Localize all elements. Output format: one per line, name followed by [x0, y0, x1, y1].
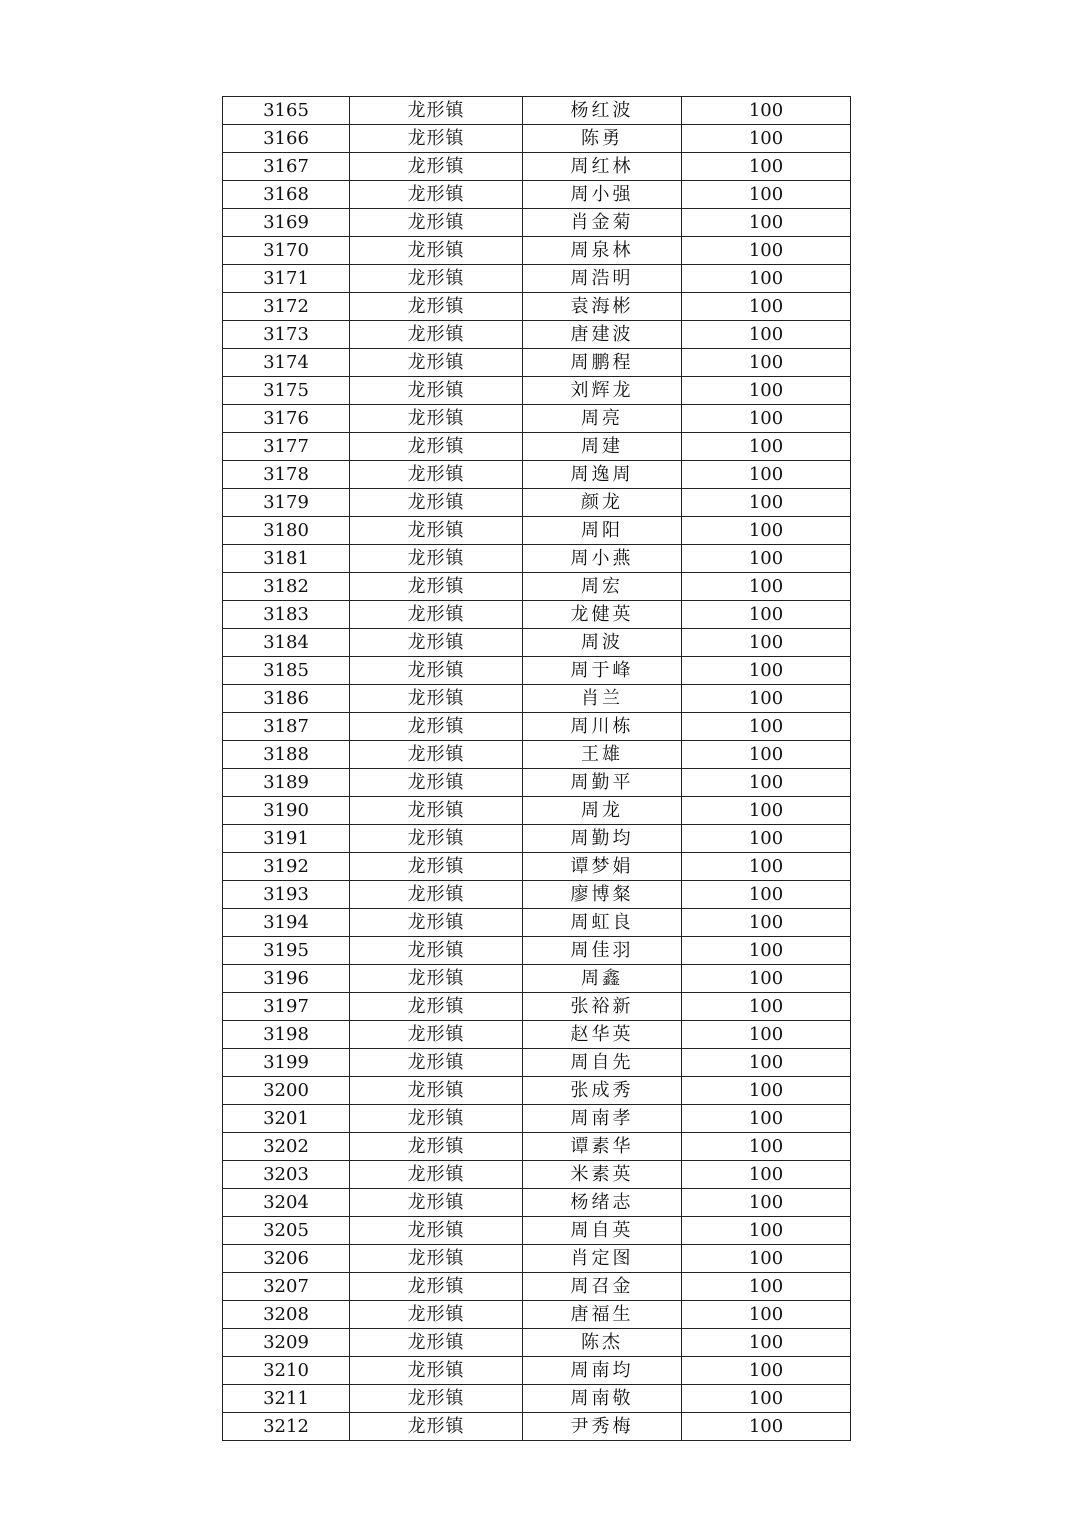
- serial-number-cell: 3172: [223, 293, 350, 321]
- town-cell: 龙形镇: [350, 293, 523, 321]
- table-row: [223, 1245, 851, 1273]
- town-cell: 龙形镇: [350, 265, 523, 293]
- name-cell: 杨红波: [523, 97, 682, 125]
- table-row: [223, 1021, 851, 1049]
- serial-number-cell: 3182: [223, 573, 350, 601]
- table-row: [223, 405, 851, 433]
- amount-cell: 100: [682, 797, 851, 825]
- amount-cell: 100: [682, 713, 851, 741]
- town-cell: 龙形镇: [350, 769, 523, 797]
- amount-cell: 100: [682, 1217, 851, 1245]
- town-cell: 龙形镇: [350, 1413, 523, 1441]
- town-cell: 龙形镇: [350, 517, 523, 545]
- serial-number-cell: 3170: [223, 237, 350, 265]
- table-row: [223, 1329, 851, 1357]
- serial-number-cell: 3194: [223, 909, 350, 937]
- name-cell: 周亮: [523, 405, 682, 433]
- table-row: [223, 209, 851, 237]
- serial-number-cell: 3198: [223, 1021, 350, 1049]
- serial-number-cell: 3165: [223, 97, 350, 125]
- serial-number-cell: 3208: [223, 1301, 350, 1329]
- table-row: [223, 517, 851, 545]
- table-row: [223, 461, 851, 489]
- table-row: [223, 993, 851, 1021]
- town-cell: 龙形镇: [350, 1217, 523, 1245]
- table-row: [223, 489, 851, 517]
- table-row: [223, 1357, 851, 1385]
- amount-cell: 100: [682, 349, 851, 377]
- name-cell: 周泉林: [523, 237, 682, 265]
- serial-number-cell: 3193: [223, 881, 350, 909]
- serial-number-cell: 3201: [223, 1105, 350, 1133]
- table-row: [223, 1273, 851, 1301]
- table-row: [223, 881, 851, 909]
- table-row: [223, 685, 851, 713]
- town-cell: 龙形镇: [350, 993, 523, 1021]
- town-cell: 龙形镇: [350, 1329, 523, 1357]
- town-cell: 龙形镇: [350, 741, 523, 769]
- table-row: [223, 629, 851, 657]
- name-cell: 肖金菊: [523, 209, 682, 237]
- serial-number-cell: 3174: [223, 349, 350, 377]
- name-cell: 周虹良: [523, 909, 682, 937]
- amount-cell: 100: [682, 1021, 851, 1049]
- amount-cell: 100: [682, 209, 851, 237]
- amount-cell: 100: [682, 657, 851, 685]
- amount-cell: 100: [682, 685, 851, 713]
- amount-cell: 100: [682, 573, 851, 601]
- name-cell: 周南敬: [523, 1385, 682, 1413]
- serial-number-cell: 3190: [223, 797, 350, 825]
- serial-number-cell: 3176: [223, 405, 350, 433]
- town-cell: 龙形镇: [350, 853, 523, 881]
- name-cell: 王雄: [523, 741, 682, 769]
- town-cell: 龙形镇: [350, 629, 523, 657]
- amount-cell: 100: [682, 1329, 851, 1357]
- amount-cell: 100: [682, 1049, 851, 1077]
- table-row: [223, 965, 851, 993]
- town-cell: 龙形镇: [350, 1077, 523, 1105]
- name-cell: 张成秀: [523, 1077, 682, 1105]
- amount-cell: 100: [682, 1301, 851, 1329]
- amount-cell: 100: [682, 489, 851, 517]
- table-row: [223, 181, 851, 209]
- town-cell: 龙形镇: [350, 321, 523, 349]
- name-cell: 赵华英: [523, 1021, 682, 1049]
- town-cell: 龙形镇: [350, 377, 523, 405]
- town-cell: 龙形镇: [350, 97, 523, 125]
- name-cell: 陈勇: [523, 125, 682, 153]
- serial-number-cell: 3175: [223, 377, 350, 405]
- table-row: [223, 853, 851, 881]
- town-cell: 龙形镇: [350, 601, 523, 629]
- table-row: [223, 713, 851, 741]
- town-cell: 龙形镇: [350, 1161, 523, 1189]
- name-cell: 周于峰: [523, 657, 682, 685]
- name-cell: 周川栋: [523, 713, 682, 741]
- table-row: [223, 321, 851, 349]
- town-cell: 龙形镇: [350, 1105, 523, 1133]
- table-row: [223, 657, 851, 685]
- name-cell: 肖兰: [523, 685, 682, 713]
- amount-cell: 100: [682, 181, 851, 209]
- amount-cell: 100: [682, 1273, 851, 1301]
- amount-cell: 100: [682, 769, 851, 797]
- name-cell: 唐福生: [523, 1301, 682, 1329]
- town-cell: 龙形镇: [350, 489, 523, 517]
- amount-cell: 100: [682, 97, 851, 125]
- table-row: [223, 349, 851, 377]
- serial-number-cell: 3204: [223, 1189, 350, 1217]
- name-cell: 周鹏程: [523, 349, 682, 377]
- name-cell: 张裕新: [523, 993, 682, 1021]
- name-cell: 谭素华: [523, 1133, 682, 1161]
- table-row: [223, 937, 851, 965]
- town-cell: 龙形镇: [350, 461, 523, 489]
- serial-number-cell: 3197: [223, 993, 350, 1021]
- town-cell: 龙形镇: [350, 937, 523, 965]
- serial-number-cell: 3179: [223, 489, 350, 517]
- amount-cell: 100: [682, 545, 851, 573]
- amount-cell: 100: [682, 1189, 851, 1217]
- serial-number-cell: 3199: [223, 1049, 350, 1077]
- amount-cell: 100: [682, 993, 851, 1021]
- serial-number-cell: 3178: [223, 461, 350, 489]
- table-body: [223, 97, 851, 1441]
- town-cell: 龙形镇: [350, 909, 523, 937]
- table-row: [223, 741, 851, 769]
- amount-cell: 100: [682, 937, 851, 965]
- table-row: [223, 1413, 851, 1441]
- table-row: [223, 433, 851, 461]
- name-cell: 杨绪志: [523, 1189, 682, 1217]
- serial-number-cell: 3177: [223, 433, 350, 461]
- amount-cell: 100: [682, 377, 851, 405]
- amount-cell: 100: [682, 1161, 851, 1189]
- name-cell: 周勤平: [523, 769, 682, 797]
- table-row: [223, 573, 851, 601]
- amount-cell: 100: [682, 881, 851, 909]
- name-cell: 周自英: [523, 1217, 682, 1245]
- serial-number-cell: 3188: [223, 741, 350, 769]
- amount-cell: 100: [682, 1245, 851, 1273]
- town-cell: 龙形镇: [350, 237, 523, 265]
- table-row: [223, 97, 851, 125]
- town-cell: 龙形镇: [350, 1385, 523, 1413]
- town-cell: 龙形镇: [350, 1245, 523, 1273]
- name-cell: 肖定图: [523, 1245, 682, 1273]
- name-cell: 谭梦娟: [523, 853, 682, 881]
- amount-cell: 100: [682, 1105, 851, 1133]
- name-cell: 周阳: [523, 517, 682, 545]
- town-cell: 龙形镇: [350, 545, 523, 573]
- amount-cell: 100: [682, 1385, 851, 1413]
- serial-number-cell: 3166: [223, 125, 350, 153]
- name-cell: 尹秀梅: [523, 1413, 682, 1441]
- name-cell: 周南均: [523, 1357, 682, 1385]
- amount-cell: 100: [682, 265, 851, 293]
- serial-number-cell: 3173: [223, 321, 350, 349]
- town-cell: 龙形镇: [350, 1049, 523, 1077]
- amount-cell: 100: [682, 1077, 851, 1105]
- serial-number-cell: 3192: [223, 853, 350, 881]
- name-cell: 周南孝: [523, 1105, 682, 1133]
- town-cell: 龙形镇: [350, 1133, 523, 1161]
- table-row: [223, 1105, 851, 1133]
- amount-cell: 100: [682, 433, 851, 461]
- amount-cell: 100: [682, 965, 851, 993]
- town-cell: 龙形镇: [350, 125, 523, 153]
- town-cell: 龙形镇: [350, 797, 523, 825]
- amount-cell: 100: [682, 321, 851, 349]
- name-cell: 周佳羽: [523, 937, 682, 965]
- amount-cell: 100: [682, 629, 851, 657]
- amount-cell: 100: [682, 741, 851, 769]
- name-cell: 周浩明: [523, 265, 682, 293]
- name-cell: 龙健英: [523, 601, 682, 629]
- name-cell: 唐建波: [523, 321, 682, 349]
- serial-number-cell: 3183: [223, 601, 350, 629]
- table-row: [223, 909, 851, 937]
- amount-cell: 100: [682, 237, 851, 265]
- town-cell: 龙形镇: [350, 1273, 523, 1301]
- serial-number-cell: 3191: [223, 825, 350, 853]
- town-cell: 龙形镇: [350, 1301, 523, 1329]
- town-cell: 龙形镇: [350, 1189, 523, 1217]
- name-cell: 周宏: [523, 573, 682, 601]
- table-row: [223, 293, 851, 321]
- town-cell: 龙形镇: [350, 713, 523, 741]
- table-row: [223, 237, 851, 265]
- name-cell: 周龙: [523, 797, 682, 825]
- town-cell: 龙形镇: [350, 685, 523, 713]
- name-cell: 周召金: [523, 1273, 682, 1301]
- serial-number-cell: 3207: [223, 1273, 350, 1301]
- table-row: [223, 153, 851, 181]
- table-row: [223, 797, 851, 825]
- table-row: [223, 601, 851, 629]
- serial-number-cell: 3200: [223, 1077, 350, 1105]
- table-row: [223, 825, 851, 853]
- name-cell: 周鑫: [523, 965, 682, 993]
- name-cell: 周勤均: [523, 825, 682, 853]
- amount-cell: 100: [682, 853, 851, 881]
- serial-number-cell: 3202: [223, 1133, 350, 1161]
- town-cell: 龙形镇: [350, 965, 523, 993]
- name-cell: 刘辉龙: [523, 377, 682, 405]
- town-cell: 龙形镇: [350, 349, 523, 377]
- serial-number-cell: 3180: [223, 517, 350, 545]
- table-row: [223, 1133, 851, 1161]
- town-cell: 龙形镇: [350, 881, 523, 909]
- serial-number-cell: 3168: [223, 181, 350, 209]
- serial-number-cell: 3171: [223, 265, 350, 293]
- table-row: [223, 1217, 851, 1245]
- town-cell: 龙形镇: [350, 657, 523, 685]
- serial-number-cell: 3203: [223, 1161, 350, 1189]
- serial-number-cell: 3195: [223, 937, 350, 965]
- name-cell: 周红林: [523, 153, 682, 181]
- serial-number-cell: 3185: [223, 657, 350, 685]
- serial-number-cell: 3186: [223, 685, 350, 713]
- amount-cell: 100: [682, 1133, 851, 1161]
- amount-cell: 100: [682, 153, 851, 181]
- serial-number-cell: 3206: [223, 1245, 350, 1273]
- town-cell: 龙形镇: [350, 573, 523, 601]
- serial-number-cell: 3187: [223, 713, 350, 741]
- town-cell: 龙形镇: [350, 433, 523, 461]
- serial-number-cell: 3169: [223, 209, 350, 237]
- name-cell: 周小强: [523, 181, 682, 209]
- name-cell: 袁海彬: [523, 293, 682, 321]
- name-cell: 周自先: [523, 1049, 682, 1077]
- amount-cell: 100: [682, 1357, 851, 1385]
- table-row: [223, 377, 851, 405]
- serial-number-cell: 3210: [223, 1357, 350, 1385]
- amount-cell: 100: [682, 461, 851, 489]
- table-row: [223, 1077, 851, 1105]
- amount-cell: 100: [682, 405, 851, 433]
- town-cell: 龙形镇: [350, 153, 523, 181]
- amount-cell: 100: [682, 517, 851, 545]
- table-row: [223, 265, 851, 293]
- name-cell: 廖博粲: [523, 881, 682, 909]
- table-row: [223, 1161, 851, 1189]
- name-cell: 颜龙: [523, 489, 682, 517]
- table-row: [223, 125, 851, 153]
- town-cell: 龙形镇: [350, 209, 523, 237]
- name-cell: 周建: [523, 433, 682, 461]
- name-cell: 周逸周: [523, 461, 682, 489]
- town-cell: 龙形镇: [350, 181, 523, 209]
- serial-number-cell: 3181: [223, 545, 350, 573]
- amount-cell: 100: [682, 125, 851, 153]
- serial-number-cell: 3189: [223, 769, 350, 797]
- table-row: [223, 1049, 851, 1077]
- data-table: [222, 96, 851, 1441]
- serial-number-cell: 3211: [223, 1385, 350, 1413]
- town-cell: 龙形镇: [350, 1357, 523, 1385]
- name-cell: 周波: [523, 629, 682, 657]
- table-row: [223, 1189, 851, 1217]
- name-cell: 米素英: [523, 1161, 682, 1189]
- amount-cell: 100: [682, 601, 851, 629]
- name-cell: 周小燕: [523, 545, 682, 573]
- amount-cell: 100: [682, 1413, 851, 1441]
- serial-number-cell: 3167: [223, 153, 350, 181]
- serial-number-cell: 3209: [223, 1329, 350, 1357]
- table-row: [223, 545, 851, 573]
- table-row: [223, 769, 851, 797]
- town-cell: 龙形镇: [350, 405, 523, 433]
- serial-number-cell: 3196: [223, 965, 350, 993]
- name-cell: 陈杰: [523, 1329, 682, 1357]
- town-cell: 龙形镇: [350, 1021, 523, 1049]
- serial-number-cell: 3184: [223, 629, 350, 657]
- amount-cell: 100: [682, 909, 851, 937]
- amount-cell: 100: [682, 293, 851, 321]
- table-row: [223, 1301, 851, 1329]
- amount-cell: 100: [682, 825, 851, 853]
- table-row: [223, 1385, 851, 1413]
- town-cell: 龙形镇: [350, 825, 523, 853]
- serial-number-cell: 3205: [223, 1217, 350, 1245]
- serial-number-cell: 3212: [223, 1413, 350, 1441]
